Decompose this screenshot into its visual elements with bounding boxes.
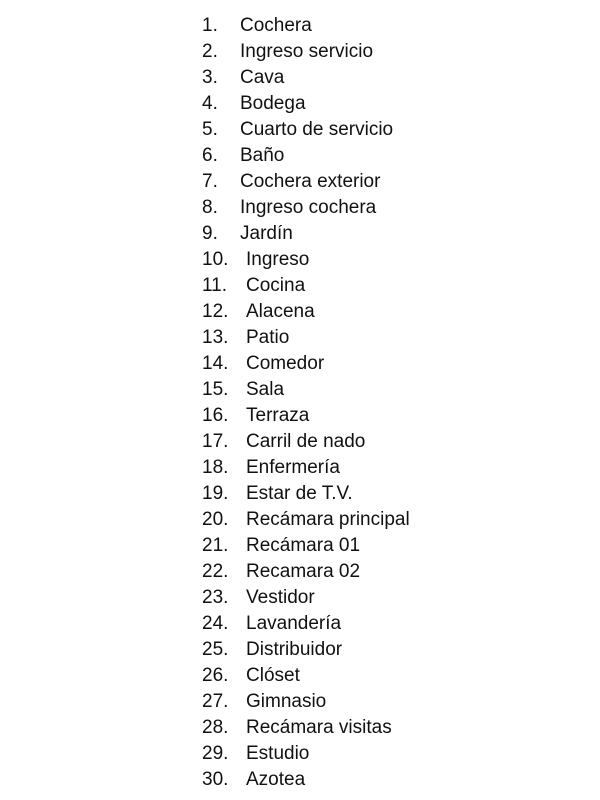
room-name: Recámara 01 — [246, 535, 361, 556]
room-number: 9. — [202, 223, 218, 244]
room-number: 28. — [202, 717, 229, 738]
room-name: Alacena — [246, 301, 315, 322]
list-item — [202, 741, 410, 767]
list-item — [202, 533, 410, 559]
room-number: 22. — [202, 561, 229, 582]
room-name: Distribuidor — [246, 639, 343, 660]
room-name: Carril de nado — [246, 431, 366, 452]
list-item — [202, 507, 410, 533]
room-number: 5. — [202, 119, 218, 140]
room-name: Cochera exterior — [240, 171, 381, 192]
room-number: 2. — [202, 41, 218, 62]
room-name: Clóset — [246, 665, 300, 686]
room-number: 25. — [202, 639, 229, 660]
room-number: 21. — [202, 535, 229, 556]
room-number: 11. — [202, 275, 228, 296]
list-item — [202, 663, 410, 689]
list-item — [202, 325, 410, 351]
room-number: 13. — [202, 327, 229, 348]
room-number: 17. — [202, 431, 229, 452]
list-item — [202, 299, 410, 325]
list-item — [202, 143, 410, 169]
room-name: Recamara 02 — [246, 561, 361, 582]
room-number: 20. — [202, 509, 229, 530]
room-name: Recámara principal — [246, 509, 410, 530]
room-name: Ingreso cochera — [240, 197, 377, 218]
room-number: 19. — [202, 483, 229, 504]
list-item — [202, 585, 410, 611]
room-name: Estar de T.V. — [246, 483, 353, 504]
list-item — [202, 91, 410, 117]
room-name: Azotea — [246, 769, 306, 790]
list-item — [202, 117, 410, 143]
list-item — [202, 169, 410, 195]
room-name: Recámara visitas — [246, 717, 392, 738]
room-name: Vestidor — [246, 587, 315, 608]
room-name: Estudio — [246, 743, 310, 764]
room-name: Lavandería — [246, 613, 342, 634]
list-item — [202, 351, 410, 377]
list-item — [202, 273, 410, 299]
room-number: 10. — [202, 249, 229, 270]
list-item — [202, 65, 410, 91]
room-number: 15. — [202, 379, 229, 400]
room-name: Jardín — [240, 223, 293, 244]
room-name: Bodega — [240, 93, 306, 114]
list-item — [202, 195, 410, 221]
room-name: Cocina — [246, 275, 306, 296]
list-item — [202, 39, 410, 65]
list-item — [202, 13, 410, 39]
list-item — [202, 611, 410, 637]
list-item — [202, 689, 410, 715]
room-name: Sala — [246, 379, 285, 400]
room-name: Ingreso servicio — [240, 41, 374, 62]
room-name: Cava — [240, 67, 285, 88]
list-item — [202, 767, 410, 793]
room-name: Enfermería — [246, 457, 340, 478]
room-number: 30. — [202, 769, 229, 790]
list-item — [202, 455, 410, 481]
room-name: Comedor — [246, 353, 325, 374]
list-item — [202, 403, 410, 429]
list-item — [202, 221, 410, 247]
room-number: 16. — [202, 405, 229, 426]
room-number: 23. — [202, 587, 229, 608]
room-number: 14. — [202, 353, 229, 374]
list-item — [202, 247, 410, 273]
room-number: 26. — [202, 665, 229, 686]
room-name: Patio — [246, 327, 290, 348]
room-name: Ingreso — [246, 249, 310, 270]
list-item — [202, 559, 410, 585]
room-name: Terraza — [246, 405, 310, 426]
room-number: 6. — [202, 145, 218, 166]
list-item — [202, 481, 410, 507]
room-number: 1. — [202, 15, 218, 36]
room-number: 29. — [202, 743, 229, 764]
list-item — [202, 377, 410, 403]
room-number: 3. — [202, 67, 218, 88]
room-number: 8. — [202, 197, 218, 218]
room-name: Baño — [240, 145, 285, 166]
room-number: 12. — [202, 301, 229, 322]
room-name: Gimnasio — [246, 691, 327, 712]
room-number: 4. — [202, 93, 218, 114]
room-number: 24. — [202, 613, 229, 634]
list-item — [202, 429, 410, 455]
room-name: Cochera — [240, 15, 312, 36]
room-number: 27. — [202, 691, 229, 712]
list-item — [202, 637, 410, 663]
room-list — [202, 13, 410, 793]
room-name: Cuarto de servicio — [240, 119, 394, 140]
room-number: 18. — [202, 457, 229, 478]
room-number: 7. — [202, 171, 218, 192]
list-item — [202, 715, 410, 741]
